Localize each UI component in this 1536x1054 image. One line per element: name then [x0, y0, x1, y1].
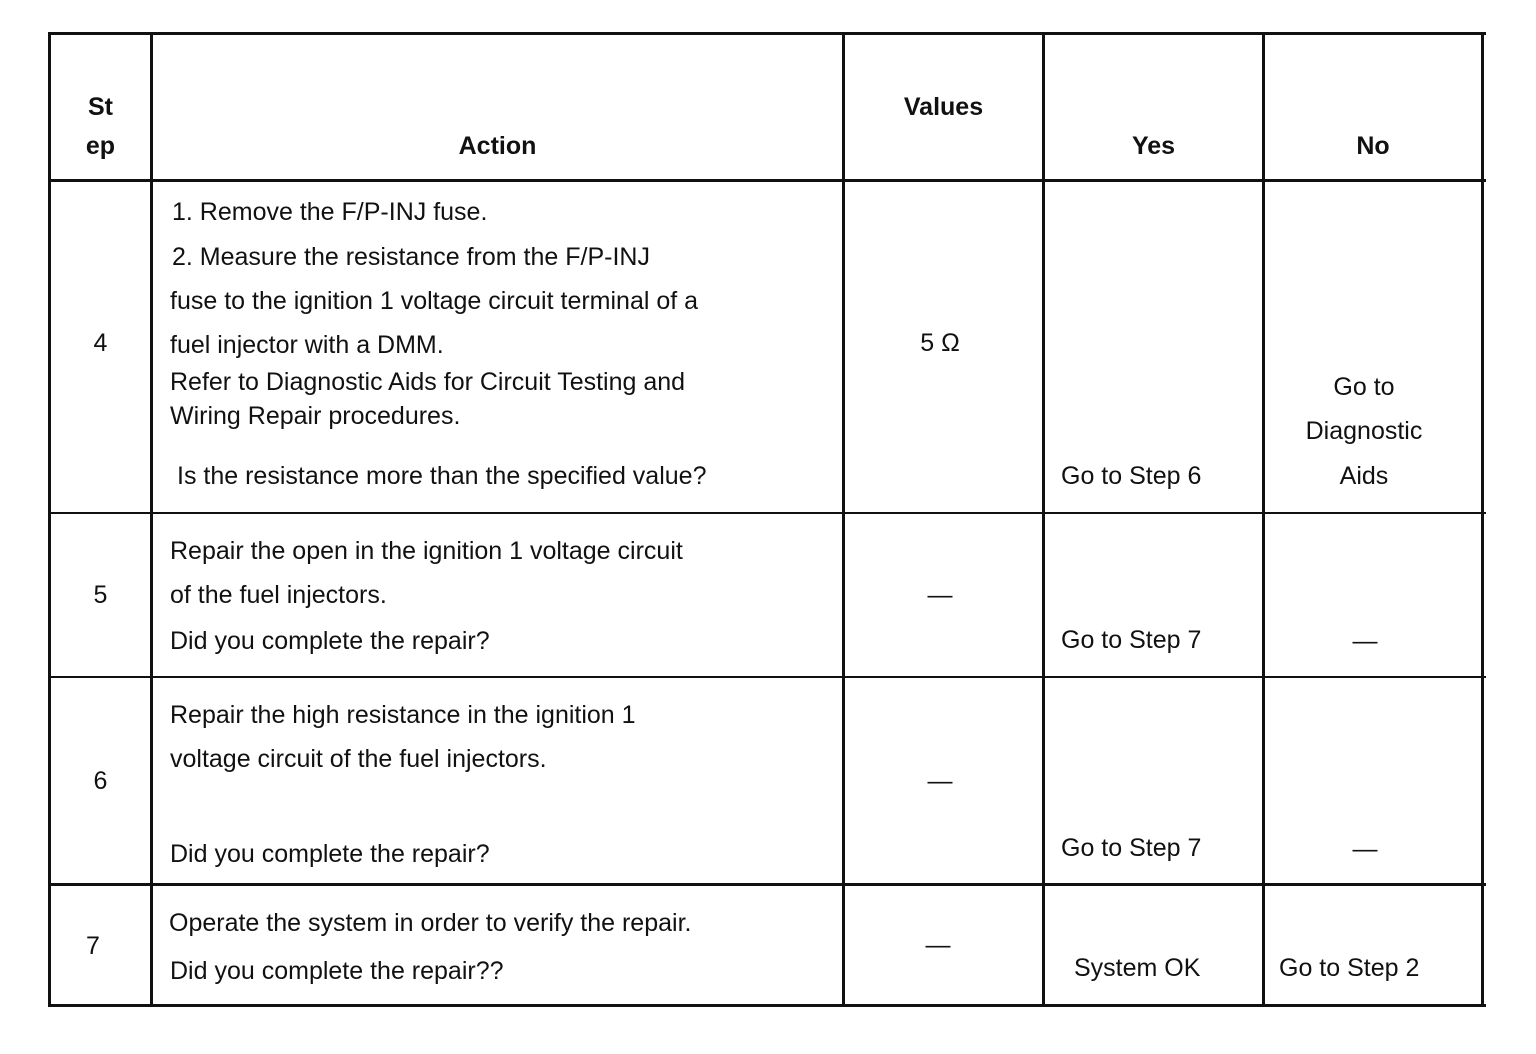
action-line: Did you complete the repair? — [170, 627, 490, 655]
rule-col-left — [48, 32, 51, 1007]
no-cell-line: Diagnostic — [1305, 417, 1423, 445]
rule-header-bottom — [49, 179, 1486, 182]
header-values: Values — [903, 93, 984, 121]
action-line: of the fuel injectors. — [170, 581, 387, 609]
value-cell: — — [927, 767, 953, 795]
action-line: 2. Measure the resistance from the F/P-INJ — [172, 243, 650, 271]
rule-row6-bottom — [49, 883, 1486, 886]
action-line: Refer to Diagnostic Aids for Circuit Testing and — [170, 368, 686, 396]
no-cell: Go to Step 2 — [1279, 954, 1420, 982]
rule-row5-bottom — [49, 676, 1486, 678]
action-line: 1. Remove the F/P-INJ fuse. — [172, 198, 488, 226]
action-line: fuse to the ignition 1 voltage circuit terminal of a — [170, 287, 699, 315]
no-cell: — — [1352, 835, 1378, 863]
rule-col-values — [1042, 32, 1045, 1007]
header-no: No — [1356, 132, 1390, 160]
value-cell: — — [925, 931, 951, 959]
header-action: Action — [458, 132, 537, 160]
rule-bottom — [49, 1004, 1486, 1007]
rule-row4-bottom — [49, 512, 1486, 514]
action-line: Did you complete the repair?? — [170, 957, 504, 985]
yes-cell: Go to Step 7 — [1061, 834, 1202, 862]
step-number: 7 — [86, 932, 100, 960]
rule-col-right — [1481, 32, 1484, 1007]
header-step-line1: St — [88, 93, 113, 121]
step-number: 4 — [93, 329, 108, 357]
yes-cell: Go to Step 7 — [1061, 626, 1202, 654]
value-cell: — — [927, 581, 953, 609]
action-line: Did you complete the repair? — [170, 840, 490, 868]
step-number: 5 — [93, 581, 108, 609]
no-cell-line: Aids — [1339, 462, 1389, 490]
no-cell: — — [1352, 627, 1378, 655]
header-step-line2: ep — [85, 132, 116, 160]
action-line: fuel injector with a DMM. — [170, 331, 444, 359]
no-cell-line: Go to — [1333, 373, 1395, 401]
action-line: voltage circuit of the fuel injectors. — [170, 745, 547, 773]
rule-top — [49, 32, 1486, 35]
action-line: Is the resistance more than the specified value? — [177, 462, 707, 490]
value-cell: 5 Ω — [920, 329, 960, 357]
rule-col-step — [150, 32, 153, 1007]
step-number: 6 — [93, 767, 108, 795]
yes-cell: System OK — [1074, 954, 1201, 982]
rule-col-action — [842, 32, 845, 1007]
yes-cell: Go to Step 6 — [1061, 462, 1202, 490]
action-line: Operate the system in order to verify the repair. — [169, 909, 692, 937]
action-line: Wiring Repair procedures. — [170, 402, 461, 430]
action-line: Repair the high resistance in the ignition 1 — [170, 701, 636, 729]
action-line: Repair the open in the ignition 1 voltage circuit — [170, 537, 683, 565]
header-yes: Yes — [1131, 132, 1176, 160]
